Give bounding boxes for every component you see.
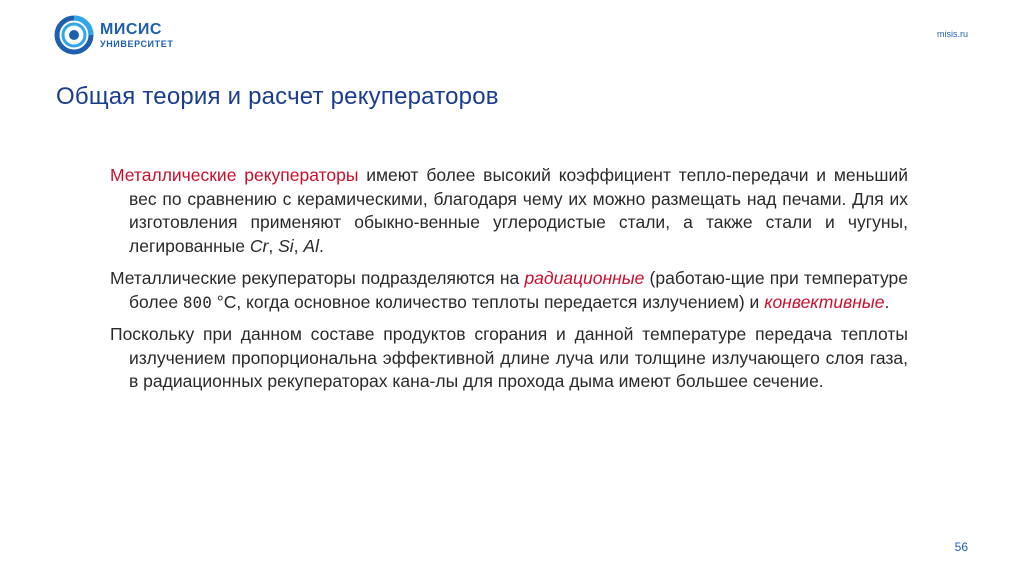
slide-title: Общая теория и расчет рекуператоров bbox=[56, 83, 499, 110]
highlight-metal-recuperators: Металлические рекуператоры bbox=[110, 165, 359, 185]
paragraph-text: имеют более высокий коэффициент тепло-передачи и меньший вес по сравнению с керамическими, благодаря чему их можно размещать над печами. Для их изготовления применяют обыкно-венные углеродистые стали, а также стали и чугуны, легированные bbox=[129, 165, 908, 256]
element-al: Al bbox=[303, 235, 319, 256]
paragraph-text: Металлические рекуператоры подразделяются на bbox=[110, 268, 525, 288]
slide-content bbox=[110, 164, 908, 403]
separator: , bbox=[268, 235, 279, 256]
site-url[interactable]: misis.ru bbox=[937, 29, 968, 39]
paragraph-text: °С, когда основное количество теплоты передается излучением) и bbox=[211, 291, 765, 312]
logo-name: МИСИС bbox=[100, 20, 162, 38]
term-radiation: радиационные bbox=[524, 268, 645, 288]
logo-subtitle: УНИВЕРСИТЕТ bbox=[100, 38, 174, 49]
temperature-value: 800 bbox=[182, 292, 212, 312]
paragraph-end: . bbox=[884, 291, 890, 312]
element-si: Si bbox=[278, 235, 294, 256]
paragraph-classification bbox=[110, 267, 908, 314]
paragraph-end: . bbox=[318, 235, 324, 256]
element-cr: Cr bbox=[249, 235, 269, 256]
logo bbox=[54, 15, 173, 55]
misis-logo-icon bbox=[54, 15, 94, 55]
paragraph-radiation-channels: Поскольку при данном составе продуктов сгорания и данной температуре передача теплоты излучением пропорциональна эффективной длине луча или толщине излучающего слоя газа, в радиационных рекуператорах кана-лы для прохода дыма имеют большее сечение. bbox=[110, 324, 908, 391]
paragraph-text: (работаю-щие при температуре более bbox=[129, 268, 908, 312]
paragraph-metal-recuperators bbox=[110, 164, 908, 258]
term-convective: конвективные bbox=[764, 291, 885, 312]
page-number: 56 bbox=[954, 540, 968, 554]
separator: , bbox=[293, 235, 304, 256]
